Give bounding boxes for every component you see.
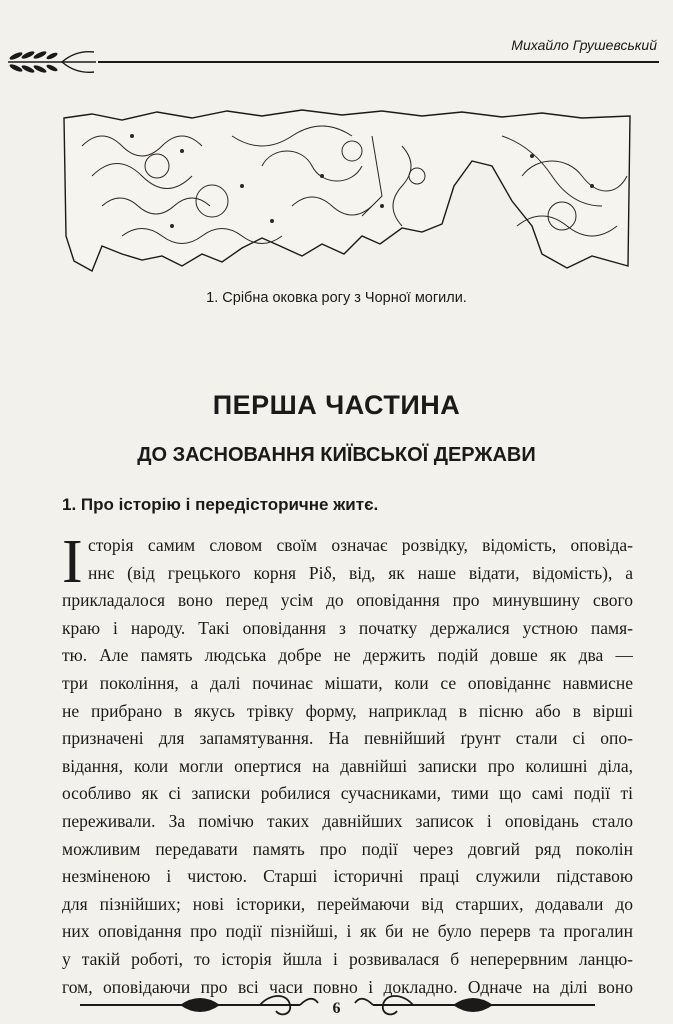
- running-header: [0, 28, 673, 84]
- text-line: незміненою і чистою. Старші історичні праці служили підставою: [62, 866, 633, 887]
- engraving-illustration: [62, 106, 632, 278]
- text-line: краю і народу. Такі оповідання з початку держалися устною памя-: [62, 617, 633, 638]
- text-line: них оповідання про події пізнійші, і як би не було перерв та прогалин: [62, 921, 633, 942]
- text-line: тю. Але память людська добре не держить подій довше як два —: [62, 645, 633, 666]
- part-title: ПЕРША ЧАСТИНА: [212, 390, 461, 420]
- text-line: можливим передавати память про події через довгий ряд поколін: [62, 838, 633, 859]
- wheat-ornament-icon: [6, 42, 100, 82]
- text-line: призначені для запамятування. На певнійший ґрунт стали сі опо-: [62, 728, 633, 749]
- text-line: три покоління, а далі починає мішати, коли се оповіданнє навмисне: [62, 672, 633, 693]
- text-line: відання, коли могли опертися на давнійші записки про колишні діла,: [62, 755, 633, 776]
- text-line: прикладалося воно перед усім до оповідання про минувшину свого: [62, 590, 633, 611]
- header-rule: [98, 61, 659, 63]
- header-author: Михайло Грушевський: [511, 37, 657, 53]
- text-line: сторія самим словом своїм означає розвідку, відомість, оповіда-: [88, 535, 633, 555]
- text-line: для пізнійших; нові історики, переймаючи від старших, додавали до: [62, 893, 633, 914]
- text-line: гом, оповідаючи про всі часи повно і докладно. Одначе на ділі воно: [62, 976, 633, 997]
- text-line: переживали. За помічю таких давнійших записок і оповідань стало: [62, 810, 633, 831]
- text-line: особливо як сі записки робилися сучасниками, тими що самі події ті: [62, 783, 633, 804]
- page-number: 6: [332, 1000, 341, 1017]
- text-line: не прибрано в якусь трівку форму, наприклад в пісню або в вірші: [62, 700, 633, 721]
- body-text: [62, 528, 633, 1001]
- text-line: у такій роботі, то історія йшла і розвивалася б неперервним ланцю-: [62, 948, 633, 969]
- section-heading: 1. Про історію і передісторичне житє.: [62, 495, 379, 514]
- part-subtitle: ДО ЗАСНОВАННЯ КИЇВСЬКОЇ ДЕРЖАВИ: [137, 444, 536, 466]
- figure-caption: 1. Срібна оковка рогу з Чорної могили.: [206, 290, 467, 306]
- text-line: ннє (від грецького корня Ріδ, від, як наше відати, відомість), а: [88, 562, 633, 583]
- drop-cap: І: [62, 528, 83, 596]
